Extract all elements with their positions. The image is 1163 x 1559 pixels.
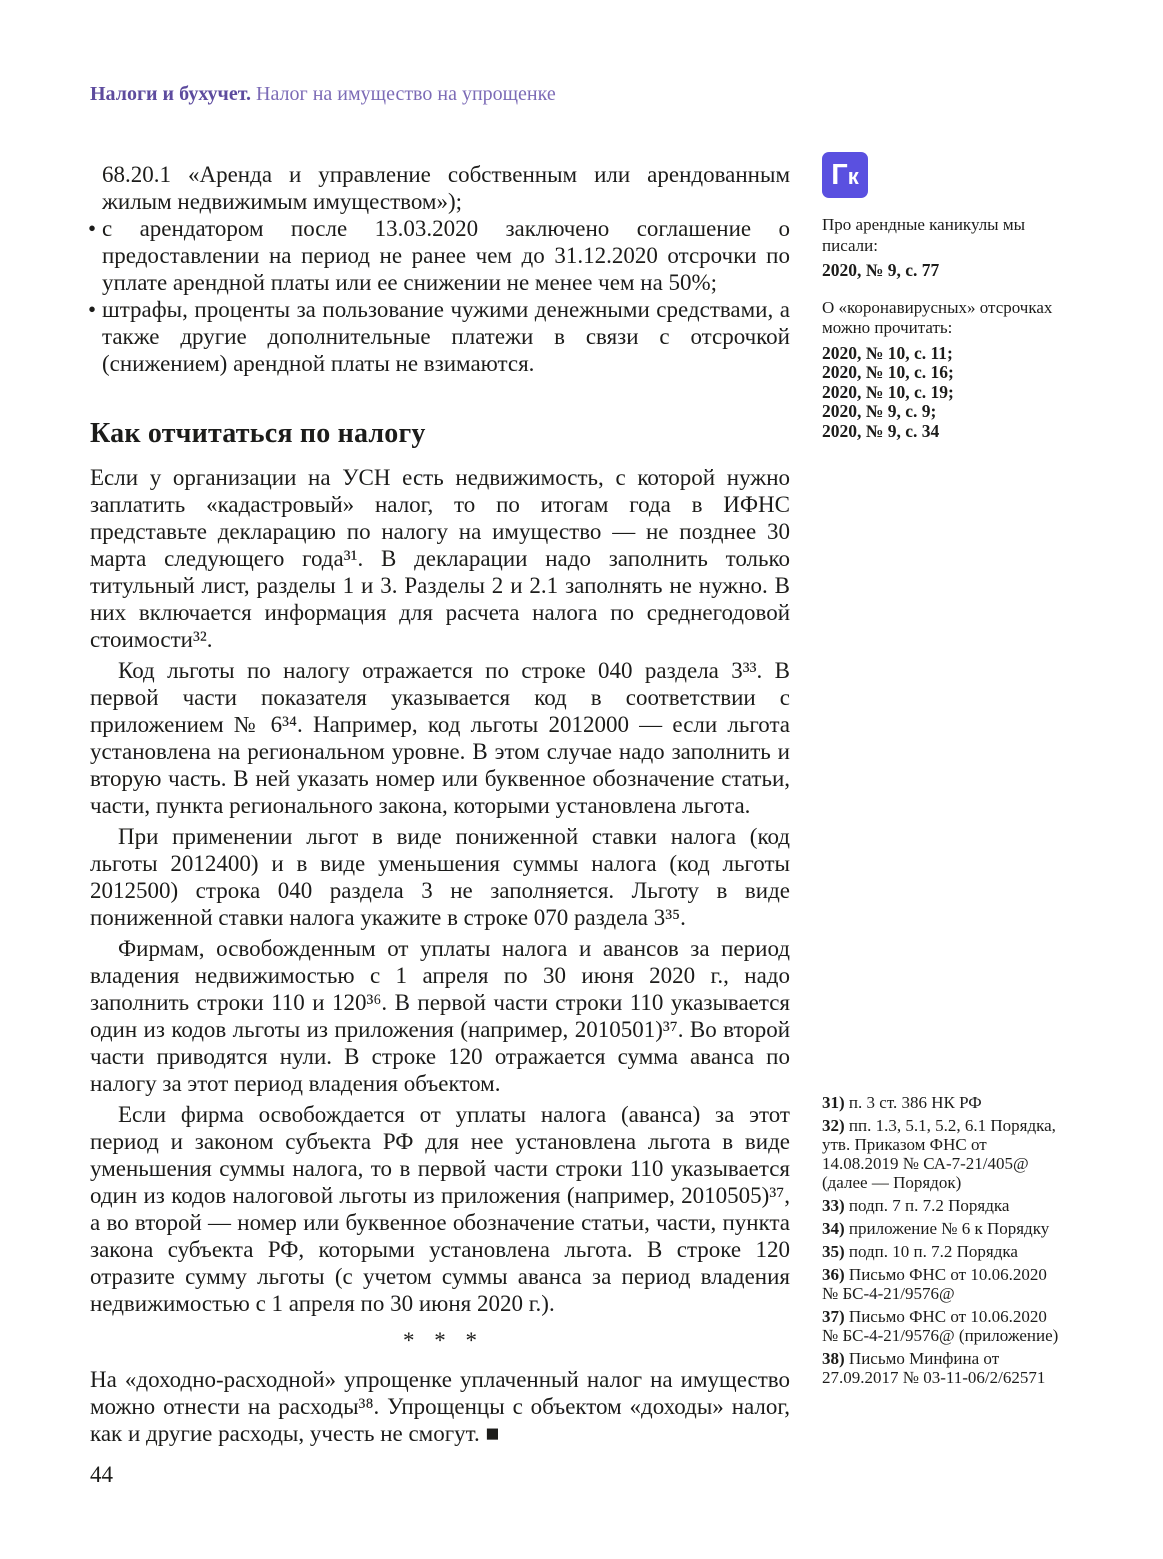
section-title: Как отчитаться по налогу [90,418,426,449]
footnote [822,1265,1060,1303]
list-item: • штрафы, проценты за пользование чужими денежными средствами, а также другие дополнительные платежи в связи с отсрочкой (снижением) арендной платы не взимаются. [102,296,790,377]
sidebar [822,152,1066,458]
rubric-title: Налоги и бухучет. [90,83,252,105]
paragraph: Если у организации на УСН есть недвижимость, с которой нужно заплатить «кадастровый» налог, то по итогам года в ИФНС представьте декларацию по налогу на имущество — не позднее 30 марта следующего года³¹. В декларации надо заполнить только титульный лист, разделы 1 и 3. Разделы 2 и 2.1 заполнять не нужно. В них включается информация для расчета налога по среднегодовой стоимости³². [90,465,790,652]
paragraph: Код льготы по налогу отражается по строке 040 раздела 3³³. В первой части показателя указывается код в соответствии с приложением № 6³⁴. Например, код льготы 2012000 — если льгота установлена на региональном уровне. В этом случае надо заполнить и вторую часть. В ней указать номер или буквенное обозначение статьи, части, пункта регионального закона, которыми установлена льгота. [90,658,790,818]
closing-paragraph: На «доходно-расходной» упрощенке уплаченный налог на имущество можно отнести на расходы³⁸. Упрощенцы с объектом «доходы» налог, как и другие расходы, учесть не смогут. ■ [90,1367,790,1446]
sidebar-note [822,215,1066,281]
footnote-text: Письмо ФНС от 10.06.2020 № БС-4-21/9576@ [822,1265,1047,1303]
footnote-text: п. 3 ст. 386 НК РФ [848,1093,982,1112]
logo-letter-g: Г [831,159,848,191]
footnote-text: Письмо Минфина от 27.09.2017 № 03-11-06/2/62571 [822,1349,1046,1387]
footnote [822,1349,1060,1387]
page-number: 44 [90,1462,113,1487]
issue-reference: 2020, № 9, с. 34 [822,420,940,441]
paragraph: Фирмам, освобожденным от уплаты налога и авансов за период владения недвижимостью с 1 апреля по 30 июня 2020 г., надо заполнить строки 110 и 120³⁶. В первой части строки 110 указывается один из кодов льготы из приложения (например, 2010501)³⁷. Во второй части приводятся нули. В строке 120 отражается сумма аванса по налогу за этот период владения объектом. [90,936,790,1096]
footnote-text: приложение № 6 к Порядку [848,1219,1050,1238]
note-label: Про арендные каникулы мы писали: [822,215,1026,255]
footnote [822,1196,1060,1215]
paragraph: При применении льгот в виде пониженной ставки налога (код льготы 2012400) и в виде уменьшения суммы налога (код льготы 2012500) строка 040 раздела 3 не заполняется. Льготу в виде пониженной ставки налога укажите в строке 070 раздела 3³⁵. [90,824,790,930]
footnote-number: 31) [822,1093,845,1112]
footnote-number: 33) [822,1196,845,1215]
gk-magazine-logo-icon [822,152,868,198]
footnote [822,1219,1060,1238]
footnote-number: 34) [822,1219,845,1238]
asterisk-separator: * * * [403,1328,484,1353]
footnote-number: 32) [822,1116,845,1135]
footnote-number: 37) [822,1307,845,1326]
footnote-number: 35) [822,1242,845,1261]
footnote [822,1116,1060,1192]
running-head [90,82,556,106]
footnote-text: пп. 1.3, 5.1, 5.2, 6.1 Порядка, утв. Приказом ФНС от 14.08.2019 № СА-7-21/405@ (далее — Порядок) [822,1116,1056,1192]
list-item-continuation: 68.20.1 «Аренда и управление собственным или арендованным жилым недвижимым имуществом»); [102,162,790,214]
note-label: О «коронавирусных» отсрочках можно прочитать: [822,297,1053,337]
footnote-text: Письмо ФНС от 10.06.2020 № БС-4-21/9576@ (приложение) [822,1307,1059,1345]
footnote-number: 36) [822,1265,845,1284]
paragraph: Если фирма освобождается от уплаты налога (аванса) за этот период и законом субъекта РФ для нее установлена льгота в виде уменьшения суммы налога, то в первой части строки 110 указывается один из кодов налоговой льготы из приложения (например, 2010505)³⁷, а во второй — номер или буквенное обозначение статьи, части, пункта закона субъекта РФ, которыми установлена льгота. В строке 120 отразите сумму льготы (с учетом суммы аванса за период владения недвижимостью с 1 апреля по 30 июня 2020 г.). [90,1102,790,1316]
sidebar-note [822,298,1066,442]
footnote [822,1307,1060,1345]
issue-reference: 2020, № 9, с. 9; [822,401,937,421]
issue-reference: 2020, № 10, с. 11; [822,342,953,363]
footnotes-block [822,1093,1060,1391]
footnote-number: 38) [822,1349,845,1368]
issue-reference: 2020, № 9, с. 77 [822,260,940,280]
article-body [90,161,790,1451]
issue-reference: 2020, № 10, с. 19; [822,381,954,402]
footnote-text: подп. 7 п. 7.2 Порядка [848,1196,1010,1215]
footnote [822,1093,1060,1112]
issue-reference: 2020, № 10, с. 16; [822,362,954,382]
footnote [822,1242,1060,1261]
list-item: • с арендатором после 13.03.2020 заключено соглашение о предоставлении на период не ранее чем до 31.12.2020 отсрочки по уплате арендной платы или ее снижении не менее чем на 50%; [102,215,790,296]
article-topic: Налог на имущество на упрощенке [256,83,556,105]
footnote-text: подп. 10 п. 7.2 Порядка [848,1242,1018,1261]
bullet-list [90,161,790,377]
logo-letter-k: к [847,164,859,189]
